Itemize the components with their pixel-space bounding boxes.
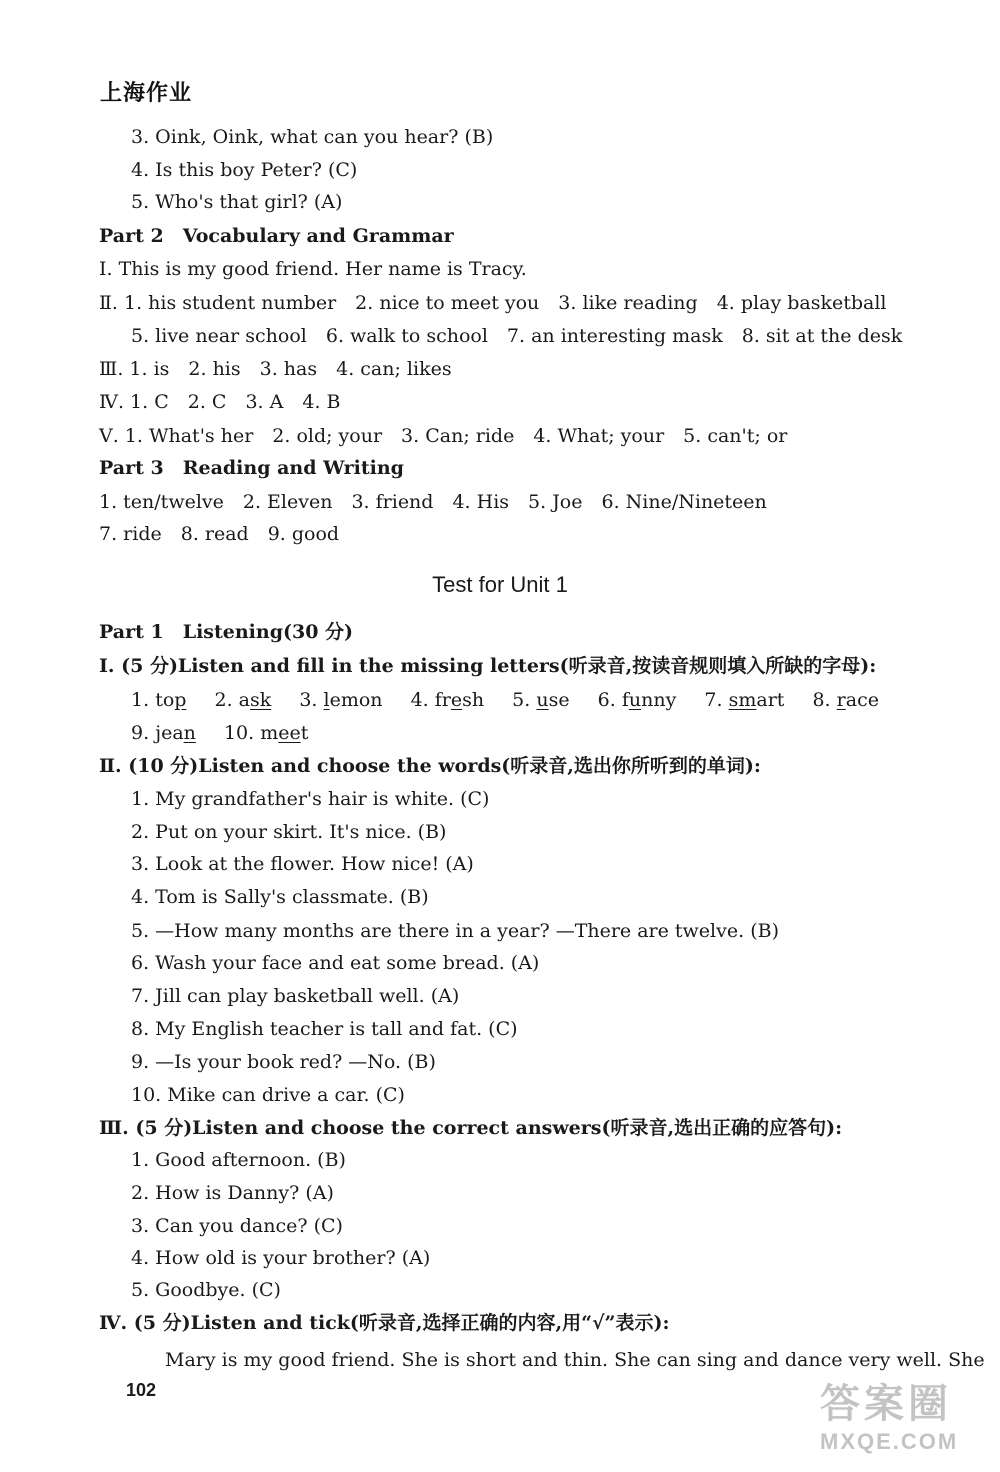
list-item: 4. Tom is Sally's classmate. (B) [131,886,429,908]
word-item: 8. race [812,689,879,711]
answer-line: 5. Who's that girl? (A) [131,191,343,213]
answer-line: 1. ten/twelve 2. Eleven 3. friend 4. His 5. Joe 6. Nine/Nineteen [99,491,767,513]
answer-line: Ⅱ. 1. his student number 2. nice to meet you 3. like reading 4. play basketball [99,292,887,314]
part2-heading: Part 2 Vocabulary and Grammar [99,225,454,247]
list-item: 1. Good afternoon. (B) [131,1149,346,1171]
test-title: Test for Unit 1 [432,572,568,597]
section2-heading: Ⅱ. (10 分)Listen and choose the words(听录音,选出你所听到的单词): [99,755,761,777]
section1-heading: Ⅰ. (5 分)Listen and fill in the missing letters(听录音,按读音规则填入所缺的字母): [99,655,877,677]
list-item: 6. Wash your face and eat some bread. (A) [131,952,540,974]
list-item: 5. —How many months are there in a year? —There are twelve. (B) [131,920,779,942]
list-item: 2. How is Danny? (A) [131,1182,334,1204]
word-item: 10. meet [223,722,309,744]
part3-heading: Part 3 Reading and Writing [99,457,404,479]
word-row-2 [131,721,308,745]
answer-line: 7. ride 8. read 9. good [99,523,340,545]
passage-text: Mary is my good friend. She is short and thin. She can sing and dance very well. She [165,1349,985,1371]
list-item: 9. —Is your book red? —No. (B) [131,1051,436,1073]
word-row-1 [131,688,879,712]
book-brand-header: 上海作业 [100,81,193,106]
answer-line: Ⅳ. 1. C 2. C 3. A 4. B [99,391,341,413]
section4-heading: Ⅳ. (5 分)Listen and tick(听录音,选择正确的内容,用“√”表示): [99,1312,670,1334]
list-item: 2. Put on your skirt. It's nice. (B) [131,821,447,843]
watermark [820,1372,990,1462]
answer-line: 5. live near school 6. walk to school 7. an interesting mask 8. sit at the desk [131,325,903,347]
list-item: 7. Jill can play basketball well. (A) [131,985,460,1007]
list-item: 8. My English teacher is tall and fat. (C) [131,1018,518,1040]
list-item: 3. Look at the flower. How nice! (A) [131,853,474,875]
word-item: 2. ask [214,689,272,711]
watermark-url: MXQE.COM [820,1429,959,1454]
page-number: 102 [126,1380,157,1400]
section3-heading: Ⅲ. (5 分)Listen and choose the correct answers(听录音,选出正确的应答句): [99,1117,843,1139]
watermark-logo-text: 答案圈 [820,1382,952,1426]
list-item: 3. Can you dance? (C) [131,1215,343,1237]
answer-line: Ⅴ. 1. What's her 2. old; your 3. Can; ride 4. What; your 5. can't; or [99,425,788,447]
list-item: 5. Goodbye. (C) [131,1279,281,1301]
word-item: 4. fresh [410,689,485,711]
word-item: 1. top [131,689,187,711]
word-item: 3. lemon [299,689,383,711]
list-item: 10. Mike can drive a car. (C) [131,1084,405,1106]
answer-line: Ⅰ. This is my good friend. Her name is Tracy. [99,258,527,280]
answer-line: 4. Is this boy Peter? (C) [131,159,358,181]
word-item: 6. funny [597,689,677,711]
list-item: 1. My grandfather's hair is white. (C) [131,788,490,810]
list-item: 4. How old is your brother? (A) [131,1247,431,1269]
answer-line: 3. Oink, Oink, what can you hear? (B) [131,126,494,148]
word-item: 9. jean [131,722,196,744]
word-item: 5. use [512,689,570,711]
answer-line: Ⅲ. 1. is 2. his 3. has 4. can; likes [99,358,452,380]
part1-heading: Part 1 Listening(30 分) [99,621,354,643]
word-item: 7. smart [704,689,785,711]
